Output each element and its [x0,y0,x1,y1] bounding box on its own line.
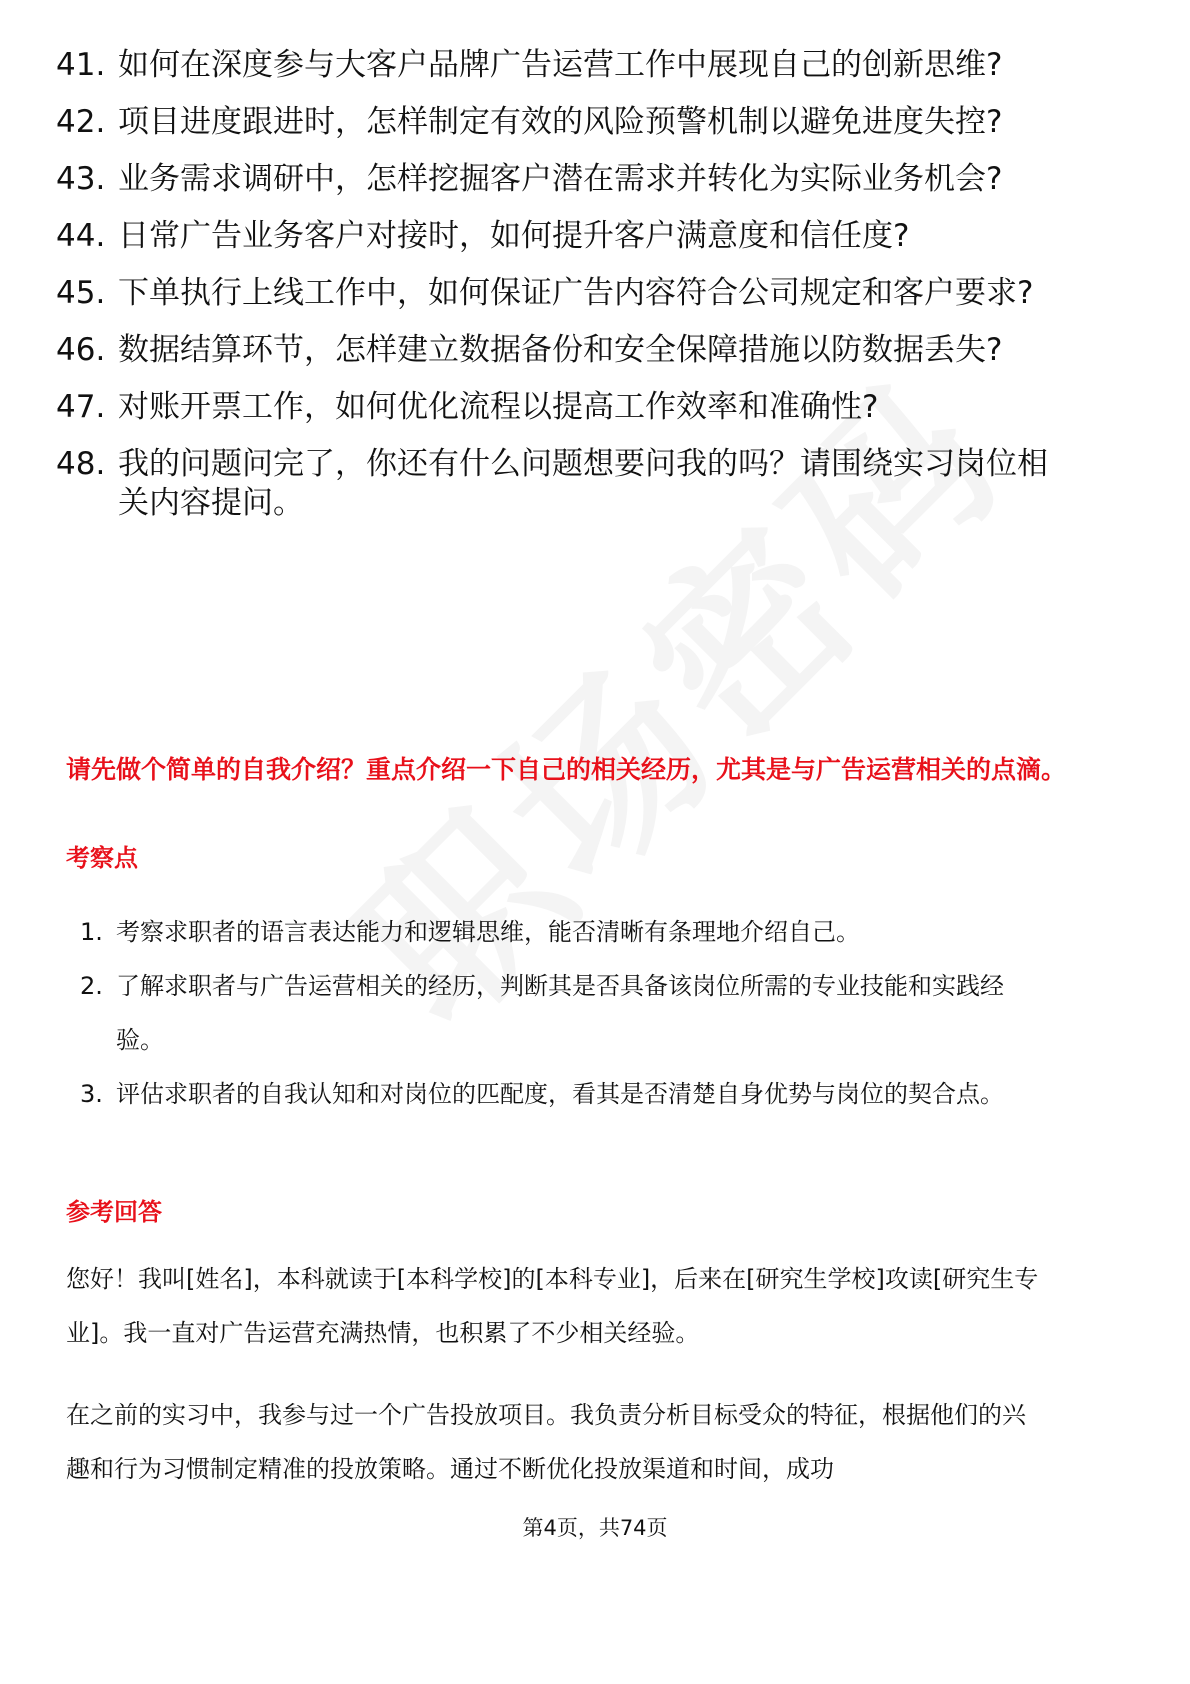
list-item [80,959,1040,1067]
question-text: 我的问题问完了，你还有什么问题想要问我的吗？请围绕实习岗位相关内容提问。 [118,446,1048,521]
answer-heading: 参考回答 [66,1198,162,1226]
list-item [80,1067,1040,1121]
points-list [80,905,1040,1121]
question-number: 43. [56,161,106,197]
question-number: 45. [56,275,106,311]
list-item [56,160,1076,199]
point-text: 评估求职者的自我认知和对岗位的匹配度，看其是否清楚自身优势与岗位的契合点。 [116,1080,1004,1108]
question-number: 42. [56,104,106,140]
question-text: 数据结算环节，怎样建立数据备份和安全保障措施以防数据丢失? [118,332,1003,368]
question-number: 47. [56,389,106,425]
point-number: 1. [80,918,103,946]
question-number: 46. [56,332,106,368]
point-number: 3. [80,1080,103,1108]
question-number: 44. [56,218,106,254]
point-text: 了解求职者与广告运营相关的经历，判断其是否具备该岗位所需的专业技能和实践经验。 [116,972,1004,1054]
answer-paragraph-2: 在之前的实习中，我参与过一个广告投放项目。我负责分析目标受众的特征，根据他们的兴趣和行为习惯制定精准的投放策略。通过不断优化投放渠道和时间，成功 [66,1401,1026,1483]
page-footer: 第4页，共74页 [522,1516,668,1540]
focus-question: 请先做个简单的自我介绍？重点介绍一下自己的相关经历，尤其是与广告运营相关的点滴。 [66,755,1067,784]
question-text: 业务需求调研中，怎样挖掘客户潜在需求并转化为实际业务机会? [118,161,1003,197]
question-list [56,46,1076,541]
answer-paragraph-1: 您好！我叫[姓名]，本科就读于[本科学校]的[本科专业]，后来在[研究生学校]攻读[研究生专业]。我一直对广告运营充满热情，也积累了不少相关经验。 [66,1265,1039,1347]
list-item [80,905,1040,959]
list-item [56,46,1076,85]
point-text: 考察求职者的语言表达能力和逻辑思维，能否清晰有条理地介绍自己。 [116,918,860,946]
question-text: 日常广告业务客户对接时，如何提升客户满意度和信任度? [118,218,910,254]
question-number: 41. [56,47,106,83]
list-item [56,445,1076,523]
list-item [56,217,1076,256]
list-item [56,274,1076,313]
question-text: 项目进度跟进时，怎样制定有效的风险预警机制以避免进度失控? [118,104,1003,140]
question-number: 48. [56,446,106,482]
points-heading: 考察点 [66,844,138,872]
list-item [56,388,1076,427]
question-text: 下单执行上线工作中，如何保证广告内容符合公司规定和客户要求? [118,275,1034,311]
point-number: 2. [80,972,103,1000]
question-text: 如何在深度参与大客户品牌广告运营工作中展现自己的创新思维? [118,47,1003,83]
list-item [56,103,1076,142]
question-text: 对账开票工作，如何优化流程以提高工作效率和准确性? [118,389,879,425]
list-item [56,331,1076,370]
